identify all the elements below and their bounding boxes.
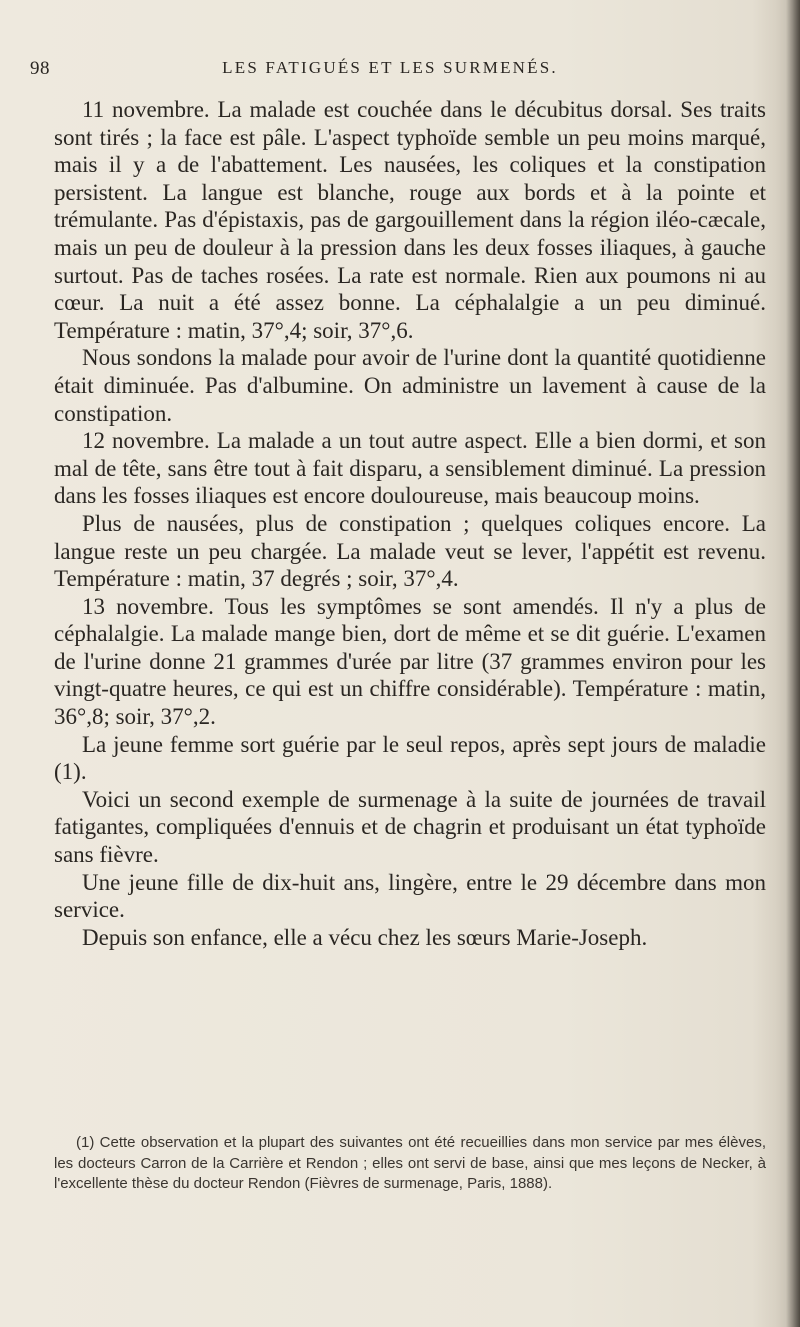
paragraph-young-girl: Une jeune fille de dix-huit ans, lingère, entre le 29 décembre dans mon service. bbox=[54, 869, 766, 923]
footnote: (1) Cette observation et la plupart des suivantes ont été recueillies dans mon service par mes élèves, les docteurs Carron de la Carrière et Rendon ; elles ont servi de base, ainsi que mes leçons de Necker, à l'excellente thèse du docteur Rendon (Fièvres de surmenage, Paris, 1888). bbox=[54, 1134, 766, 1193]
running-title: LES FATIGUÉS ET LES SURMENÉS. bbox=[222, 58, 558, 77]
body-text bbox=[54, 96, 766, 951]
paragraph-childhood: Depuis son enfance, elle a vécu chez les sœurs Marie-Joseph. bbox=[82, 924, 648, 950]
paragraph-recovery: La jeune femme sort guérie par le seul repos, après sept jours de maladie (1). bbox=[54, 731, 766, 785]
paragraph-nov-12: 12 novembre. La malade a un tout autre aspect. Elle a bien dormi, et son mal de tête, sans être tout à fait disparu, a sensiblement diminué. La pression dans les fosses iliaques est encore douloureuse, mais beaucoup moins. bbox=[54, 428, 766, 509]
page-number: 98 bbox=[30, 58, 50, 79]
page-edge-shadow bbox=[786, 0, 800, 1327]
paragraph-nov-11: 11 novembre. La malade est couchée dans le décubitus dorsal. Ses traits sont tirés ; la face est pâle. L'aspect typhoïde semble un peu moins marqué, mais il y a de l'abattement. Les nausées, les coliques et la constipation persistent. La langue est blanche, rouge aux bords et à la pointe et trémulante. Pas d'épistaxis, pas de gargouillement dans la région iléo-cæcale, mais un peu de douleur à la pression dans les deux fosses iliaques, à gauche surtout. Pas de taches rosées. La rate est normale. Rien aux poumons ni au cœur. La nuit a été assez bonne. La céphalalgie a un peu diminué. Température : matin, 37°,4; soir, 37°,6. bbox=[54, 97, 766, 343]
paragraph-second-example: Voici un second exemple de surmenage à la suite de journées de travail fatigantes, compliquées d'ennuis et de chagrin et produisant un état typhoïde sans fièvre. bbox=[54, 786, 766, 868]
page-header bbox=[30, 58, 750, 88]
paragraph-urine-test: Nous sondons la malade pour avoir de l'urine dont la quantité quotidienne était diminuée. Pas d'albumine. On administre un lavement à cause de la constipation. bbox=[54, 345, 766, 426]
paragraph-nov-13: 13 novembre. Tous les symptômes se sont amendés. Il n'y a plus de céphalalgie. La malade mange bien, dort de même et se dit guérie. L'examen de l'urine donne 21 grammes d'urée par litre (37 grammes environ pour les vingt-quatre heures, ce qui est un chiffre considérable). Température : matin, 36°,8; soir, 37°,2. bbox=[54, 593, 766, 730]
paragraph-no-nausea: Plus de nausées, plus de constipation ; quelques coliques encore. La langue reste un peu chargée. La malade veut se lever, l'appétit est revenu. Température : matin, 37 degrés ; soir, 37°,4. bbox=[54, 510, 766, 592]
